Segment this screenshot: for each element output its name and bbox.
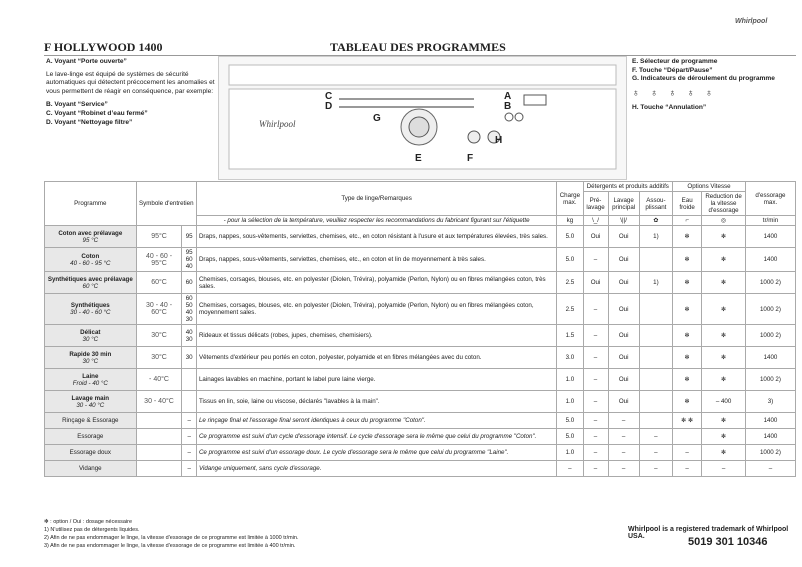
- program-name: [45, 272, 137, 294]
- program-description: Lainages lavables en machine, portant le label pure laine vierge.: [196, 369, 556, 391]
- table-row: [45, 429, 796, 445]
- eau-froide-value: ✻ ✻: [673, 413, 702, 429]
- assouplissant-value: 1): [639, 272, 672, 294]
- care-symbol: [136, 391, 182, 413]
- lavage-value: Oui: [608, 391, 639, 413]
- program-description: Draps, nappes, sous-vêtements, serviettes, chemises, etc., en coton résistant à l'usure et aux températures élevées, très sales.: [196, 226, 556, 248]
- note-d: D. Voyant “Nettoyage filtre”: [46, 118, 133, 126]
- document-code: 5019 301 10346: [688, 536, 768, 548]
- right-notes: [632, 58, 792, 113]
- col-reduction: Reduction de la vitesse d'essorage: [702, 192, 746, 216]
- table-row: [45, 347, 796, 369]
- lavage-value: Oui: [608, 369, 639, 391]
- prelavage-value: Oui: [583, 272, 608, 294]
- label-temp-tags: 30: [182, 347, 197, 369]
- panel-label-h: H: [495, 135, 503, 146]
- control-panel-drawing: [219, 57, 626, 179]
- program-name: [45, 294, 137, 325]
- svg-text:Whirlpool: Whirlpool: [259, 119, 296, 129]
- program-description: Draps, nappes, sous-vêtements, serviettes, chemises, etc., en coton et lin de moyennement à très sales.: [196, 248, 556, 272]
- lavage-value: –: [608, 413, 639, 429]
- trademark-note: Whirlpool is a registered trademark of Whirlpool USA.: [628, 526, 789, 540]
- care-symbol: [136, 325, 182, 347]
- charge-value: 5.0: [557, 248, 583, 272]
- program-description: Vidange uniquement, sans cycle d'essorage.: [196, 461, 556, 477]
- program-title: Synthétiques avec prélavage: [47, 275, 133, 283]
- max-speed-value: –: [745, 461, 795, 477]
- page-title: TABLEAU DES PROGRAMMES: [330, 40, 506, 54]
- panel-label-a: A: [504, 91, 512, 102]
- lavage-value: –: [608, 461, 639, 477]
- footnote-4: 3) Afin de ne pas endommager le linge, la vitesse d'essorage de ce programme est limitée à 400 tr/min.: [44, 543, 296, 549]
- table-row: [45, 248, 796, 272]
- lavage-value: Oui: [608, 272, 639, 294]
- col-type-note: - pour la sélection de la température, veuillez respecter les recommandations du fabricant figurant sur l'étiquette: [196, 216, 556, 226]
- col-options: Options Vitesse: [673, 182, 746, 192]
- label-temp-tags: 60: [182, 272, 197, 294]
- charge-value: 2.5: [557, 294, 583, 325]
- prelavage-value: –: [583, 325, 608, 347]
- program-temp: 40 - 60 - 95 °C: [70, 259, 111, 267]
- program-description: Vêtements d'extérieur peu portés en coton, polyester, polyamide et en fibres mélangées avec du coton.: [196, 347, 556, 369]
- col-type: Type de linge/Remarques: [196, 182, 556, 216]
- table-row: [45, 413, 796, 429]
- prelavage-value: –: [583, 461, 608, 477]
- max-speed-value: 3): [745, 391, 795, 413]
- charge-value: 5.0: [557, 413, 583, 429]
- charge-value: 1.0: [557, 369, 583, 391]
- assouplissant-value: 1): [639, 226, 672, 248]
- icon-spin-reduction: ◎: [702, 216, 746, 226]
- lavage-value: Oui: [608, 226, 639, 248]
- note-intro: Le lave-linge est équipé de systèmes de sécurité automatiques qui détectent précocement les anomalies et vous permettent de réagir en conséquence, par exemple:: [46, 70, 215, 95]
- dash-cell: –: [182, 461, 197, 477]
- max-speed-value: 1400: [745, 413, 795, 429]
- lavage-value: –: [608, 429, 639, 445]
- footnotes: [44, 518, 299, 550]
- care-symbol: [136, 347, 182, 369]
- reduction-value: ✻: [702, 445, 746, 461]
- care-symbol: [136, 226, 182, 248]
- brand-logo: Whirlpool: [735, 18, 768, 25]
- max-speed-value: 1400: [745, 429, 795, 445]
- care-symbol-temp: 30 - 40 - 60°C: [145, 302, 173, 316]
- table-row: [45, 445, 796, 461]
- max-speed-value: 1000 2): [745, 272, 795, 294]
- program-temp: 30 °C: [82, 357, 99, 365]
- col-symbole: Symbole d'entretien: [136, 182, 196, 226]
- col-assouplissant: Assou-plissant: [639, 192, 672, 216]
- program-table: [44, 181, 796, 477]
- reduction-value: –: [702, 461, 746, 477]
- program-name: [45, 248, 137, 272]
- assouplissant-value: [639, 391, 672, 413]
- col-programme: Programme: [45, 182, 137, 226]
- care-symbol: [136, 461, 182, 477]
- note-c: C. Voyant “Robinet d’eau fermé”: [46, 109, 148, 117]
- program-title: Synthétiques: [70, 302, 110, 309]
- icon-prelavage: \_/: [583, 216, 608, 226]
- program-name: Rinçage & Essorage: [45, 413, 137, 429]
- program-description: Ce programme est suivi d'un cycle d'essorage intensif. Le cycle d'essorage sera le même que celui du programme "Coton".: [196, 429, 556, 445]
- prelavage-value: –: [583, 347, 608, 369]
- program-description: Rideaux et tissus délicats (robes, jupes, chemises, chemisiers).: [196, 325, 556, 347]
- reduction-value: ✻: [702, 294, 746, 325]
- program-temp: 30 - 40 °C: [76, 401, 105, 409]
- max-speed-value: 1000 2): [745, 445, 795, 461]
- lavage-value: Oui: [608, 294, 639, 325]
- progress-indicator-icons: ♁ ♁ ♁ ♁ ♁: [632, 87, 717, 99]
- assouplissant-value: [639, 294, 672, 325]
- reduction-value: ✻: [702, 413, 746, 429]
- reduction-value: ✻: [702, 429, 746, 445]
- prelavage-value: –: [583, 391, 608, 413]
- lavage-value: Oui: [608, 248, 639, 272]
- assouplissant-value: [639, 369, 672, 391]
- eau-froide-value: –: [673, 445, 702, 461]
- care-symbol-temp: 30°C: [151, 354, 167, 361]
- charge-value: 5.0: [557, 226, 583, 248]
- panel-label-d: D: [325, 101, 333, 112]
- footnote-1: ✻ : option / Oui : dosage nécessaire: [44, 519, 133, 525]
- table-row: [45, 325, 796, 347]
- program-name: [45, 369, 137, 391]
- lavage-value: Oui: [608, 325, 639, 347]
- col-charge: Charge max.: [557, 182, 583, 216]
- note-h: H. Touche “Annulation”: [632, 104, 707, 112]
- charge-value: –: [557, 461, 583, 477]
- max-speed-value: 1400: [745, 248, 795, 272]
- program-temp: 30 - 40 - 60 °C: [70, 309, 111, 316]
- icon-lavage: \||/: [608, 216, 639, 226]
- max-speed-value: 1400: [745, 347, 795, 369]
- panel-label-b: B: [504, 101, 512, 112]
- table-row: [45, 461, 796, 477]
- care-symbol-temp: 60°C: [151, 279, 167, 286]
- label-temp-tags: 95: [182, 226, 197, 248]
- reduction-value: ✻: [702, 272, 746, 294]
- note-g: G. Indicateurs de déroulement du programme: [632, 75, 775, 83]
- program-rows: [45, 226, 796, 413]
- program-name: Essorage doux: [45, 445, 137, 461]
- max-speed-value: 1000 2): [745, 325, 795, 347]
- care-symbol-temp: 95°C: [151, 233, 167, 240]
- assouplissant-value: [639, 248, 672, 272]
- table-row: [45, 294, 796, 325]
- program-name: Essorage: [45, 429, 137, 445]
- table-row: [45, 369, 796, 391]
- care-symbol: [136, 248, 182, 272]
- eau-froide-value: ✻: [673, 226, 702, 248]
- care-symbol: [136, 272, 182, 294]
- col-eau-froide: Eau froide: [673, 192, 702, 216]
- program-temp: 95 °C: [82, 236, 99, 244]
- assouplissant-value: [639, 347, 672, 369]
- reduction-value: ✻: [702, 325, 746, 347]
- col-essorage: d'essorage max.: [745, 182, 795, 216]
- program-name: [45, 226, 137, 248]
- footnote-2: 1) N'utilisez pas de détergents liquides.: [44, 527, 140, 533]
- dash-cell: –: [182, 429, 197, 445]
- program-title: Coton: [81, 252, 100, 260]
- prelavage-value: –: [583, 294, 608, 325]
- panel-label-c: C: [325, 91, 333, 102]
- reduction-value: ✻: [702, 347, 746, 369]
- reduction-value: ✻: [702, 226, 746, 248]
- dash-cell: –: [182, 413, 197, 429]
- program-description: Chemises, corsages, blouses, etc. en polyester (Diolen, Trévira), polyamide (Perlon, Nylon) ou en fibres mélangées coton, très sales.: [196, 272, 556, 294]
- eau-froide-value: ✻: [673, 347, 702, 369]
- program-name: [45, 325, 137, 347]
- eau-froide-value: ✻: [673, 248, 702, 272]
- program-title: Lavage main: [71, 394, 110, 402]
- col-trmin: tr/min: [745, 216, 795, 226]
- lavage-value: –: [608, 445, 639, 461]
- reduction-value: ✻: [702, 369, 746, 391]
- program-description: Ce programme est suivi d'un essorage doux. Le cycle d'essorage sera le même que celui du programme "Laine".: [196, 445, 556, 461]
- care-symbol-temp: 30 - 40°C: [144, 398, 174, 405]
- eau-froide-value: ✻: [673, 294, 702, 325]
- label-temp-tags: [182, 369, 197, 391]
- prelavage-value: –: [583, 369, 608, 391]
- note-f: F. Touche “Départ/Pause”: [632, 66, 713, 74]
- program-title: Délicat: [80, 328, 101, 336]
- charge-value: 3.0: [557, 347, 583, 369]
- reduction-value: ✻: [702, 248, 746, 272]
- care-symbol: [136, 445, 182, 461]
- note-b: B. Voyant “Service”: [46, 101, 108, 109]
- label-temp-tags: 60 50 40 30: [182, 294, 197, 325]
- assouplissant-value: [639, 413, 672, 429]
- table-row: [45, 226, 796, 248]
- label-temp-tags: 95 60 40: [182, 248, 197, 272]
- icon-assouplissant: ✿: [639, 216, 672, 226]
- care-symbol: [136, 369, 182, 391]
- col-charge-unit: kg: [557, 216, 583, 226]
- charge-value: 1.5: [557, 325, 583, 347]
- model-title: F HOLLYWOOD 1400: [44, 40, 163, 54]
- max-speed-value: 1000 2): [745, 369, 795, 391]
- program-title: Rapide 30 min: [69, 350, 112, 358]
- label-temp-tags: [182, 391, 197, 413]
- panel-label-e: E: [415, 153, 422, 164]
- care-symbol: [136, 294, 182, 325]
- program-title: Laine: [82, 372, 99, 380]
- program-temp: 60 °C: [82, 282, 99, 290]
- max-speed-value: 1400: [745, 226, 795, 248]
- prelavage-value: –: [583, 248, 608, 272]
- eau-froide-value: [673, 429, 702, 445]
- care-symbol-temp: - 40°C: [149, 376, 169, 383]
- assouplissant-value: –: [639, 429, 672, 445]
- care-symbol: [136, 413, 182, 429]
- program-temp: 30 °C: [82, 335, 99, 343]
- eau-froide-value: ✻: [673, 391, 702, 413]
- assouplissant-value: [639, 325, 672, 347]
- left-notes: [46, 58, 218, 127]
- care-symbol: [136, 429, 182, 445]
- max-speed-value: 1000 2): [745, 294, 795, 325]
- charge-value: 1.0: [557, 391, 583, 413]
- prelavage-value: –: [583, 413, 608, 429]
- charge-value: 2.5: [557, 272, 583, 294]
- lavage-value: Oui: [608, 347, 639, 369]
- eau-froide-value: –: [673, 461, 702, 477]
- program-title: Coton avec prélavage: [58, 229, 123, 237]
- table-row: [45, 391, 796, 413]
- dash-cell: –: [182, 445, 197, 461]
- program-description: Chemises, corsages, blouses, etc. en polyester (Diolen, Trévira), polyamide (Perlon, Nylon) ou en fibres mélangées coton, moyennement sales.: [196, 294, 556, 325]
- eau-froide-value: ✻: [673, 369, 702, 391]
- care-symbol-temp: 40 - 60 - 95°C: [145, 252, 173, 267]
- note-a: A. Voyant “Porte ouverte”: [46, 58, 127, 65]
- program-description: Tissus en lin, soie, laine ou viscose, déclarés "lavables à la main".: [196, 391, 556, 413]
- charge-value: 1.0: [557, 445, 583, 461]
- label-temp-tags: 40 30: [182, 325, 197, 347]
- icon-cold-water: ⌐: [673, 216, 702, 226]
- table-row: [45, 272, 796, 294]
- panel-label-f: F: [467, 153, 474, 164]
- program-description: Le rinçage final et l'essorage final seront identiques à ceux du programme "Coton".: [196, 413, 556, 429]
- note-e: E. Sélecteur de programme: [632, 58, 718, 65]
- footnote-3: 2) Afin de ne pas endommager le linge, la vitesse d'essorage de ce programme est limitée à 1000 tr/min.: [44, 535, 299, 541]
- program-temp: Froid - 40 °C: [72, 379, 108, 387]
- eau-froide-value: ✻: [673, 325, 702, 347]
- col-detergents: Détergents et produits additifs: [583, 182, 673, 192]
- eau-froide-value: ✻: [673, 272, 702, 294]
- col-prelavage: Pré-lavage: [583, 192, 608, 216]
- assouplissant-value: –: [639, 461, 672, 477]
- table-header-row-1: [45, 182, 796, 192]
- prelavage-value: Oui: [583, 226, 608, 248]
- program-name: Vidange: [45, 461, 137, 477]
- panel-label-g: G: [373, 113, 381, 124]
- col-lavage: Lavage principal: [608, 192, 639, 216]
- assouplissant-value: –: [639, 445, 672, 461]
- control-panel-illustration: [218, 56, 627, 180]
- program-name: [45, 347, 137, 369]
- program-name: [45, 391, 137, 413]
- charge-value: 5.0: [557, 429, 583, 445]
- prelavage-value: –: [583, 429, 608, 445]
- special-program-rows: [45, 413, 796, 477]
- care-symbol-temp: 30°C: [151, 332, 167, 339]
- reduction-value: – 400: [702, 391, 746, 413]
- prelavage-value: –: [583, 445, 608, 461]
